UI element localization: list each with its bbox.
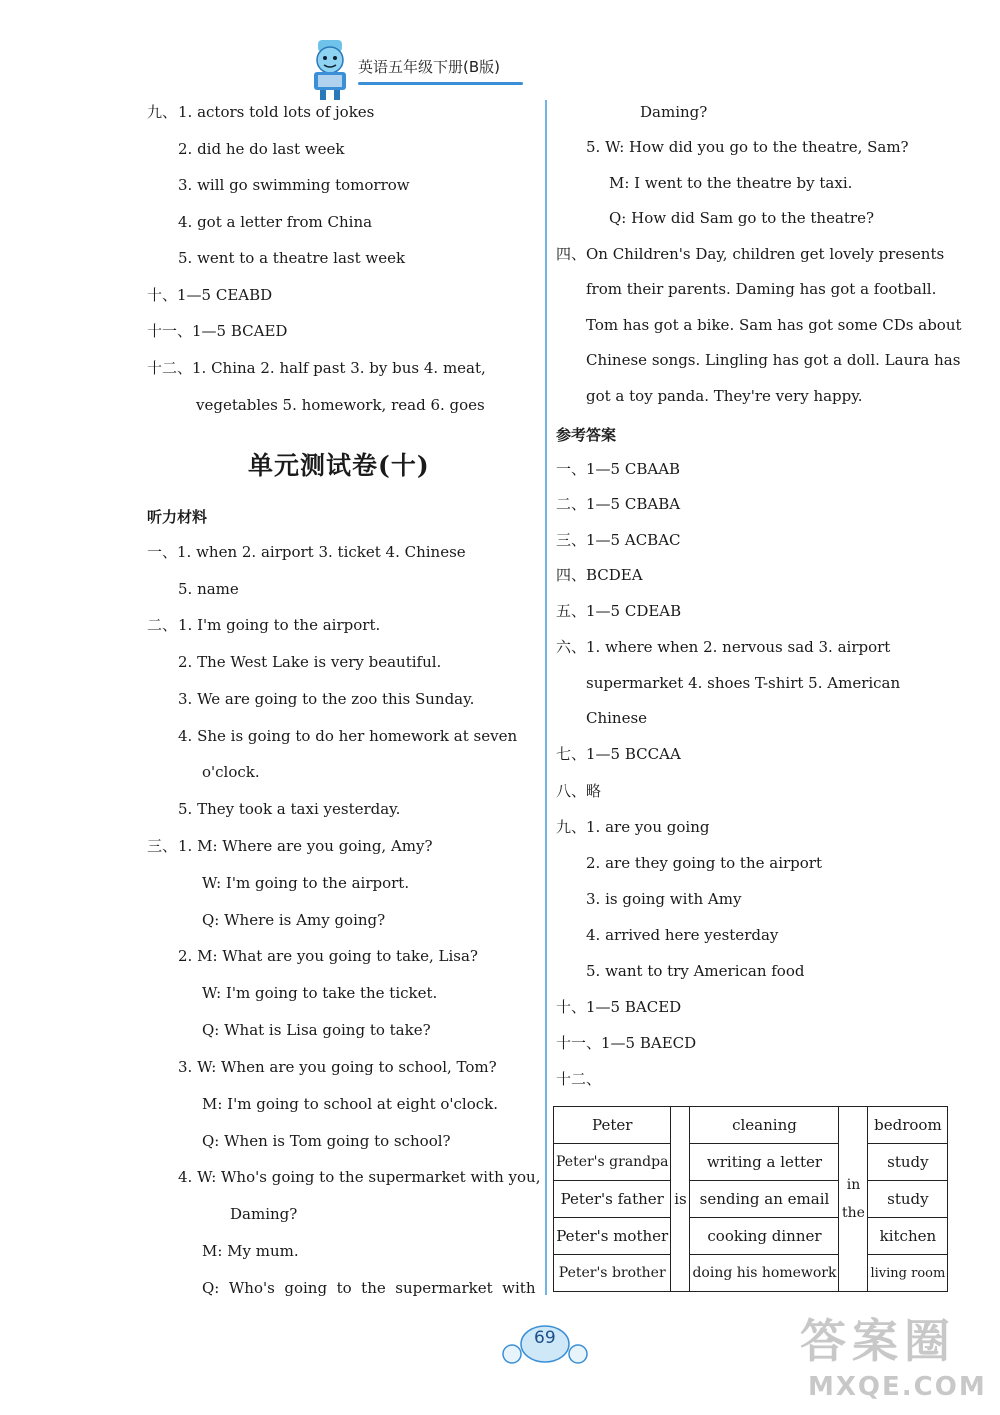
table-cell: Peter's father xyxy=(554,1181,671,1218)
table-cell: doing his homework xyxy=(690,1255,839,1292)
dialog-line: Q: Who's going to the supermarket with xyxy=(202,1279,536,1297)
dialog-line: M: My mum. xyxy=(202,1242,299,1260)
table-row xyxy=(554,1218,948,1255)
list-item: 2. The West Lake is very beautiful. xyxy=(178,653,442,671)
answer-line: 十一、1—5 BAECD xyxy=(556,1034,697,1052)
dialog-line: W: I'm going to take the ticket. xyxy=(202,984,438,1002)
dialog-line: 4. W: Who's going to the supermarket with you, xyxy=(178,1168,541,1186)
mascot-icon xyxy=(308,38,352,102)
paragraph-line: Chinese songs. Lingling has got a doll. Laura has xyxy=(586,351,961,369)
dialog-line: M: I went to the theatre by taxi. xyxy=(609,174,853,192)
table-cell: Peter's grandpa xyxy=(554,1144,671,1181)
table-cell-in-the: in the xyxy=(839,1107,868,1292)
dialog-line: M: I'm going to school at eight o'clock. xyxy=(202,1095,499,1113)
dialog-line: 5. W: How did you go to the theatre, Sam? xyxy=(586,138,909,156)
table-cell: bedroom xyxy=(868,1107,948,1144)
list-item: 2. are they going to the airport xyxy=(586,854,823,872)
answers-heading: 参考答案 xyxy=(556,426,617,444)
table-cell: cleaning xyxy=(690,1107,839,1144)
answer-line: 八、略 xyxy=(556,782,602,800)
answer-line: 十二、1. China 2. half past 3. by bus 4. meat, xyxy=(147,359,486,377)
answer-line: 十一、1—5 BCAED xyxy=(147,322,288,340)
book-title: 英语五年级下册(B版) xyxy=(358,58,500,76)
answer-line: 三、1—5 ACBAC xyxy=(556,531,681,549)
table-cell: writing a letter xyxy=(690,1144,839,1181)
table-cell: Peter's brother xyxy=(554,1255,671,1292)
answer-line: 二、1—5 CBABA xyxy=(556,495,681,513)
list-item: 5. They took a taxi yesterday. xyxy=(178,800,401,818)
dialog-line: 2. M: What are you going to take, Lisa? xyxy=(178,947,478,965)
paragraph-line: got a toy panda. They're very happy. xyxy=(586,387,863,405)
list-item: 3. We are going to the zoo this Sunday. xyxy=(178,690,475,708)
dialog-line: 1. M: Where are you going, Amy? xyxy=(178,837,433,855)
answer-line: Chinese xyxy=(586,709,648,727)
header-underline xyxy=(358,82,523,85)
dialog-line: Q: Where is Amy going? xyxy=(202,911,386,929)
table-cell: study xyxy=(868,1181,948,1218)
answer-line: 一、1. when 2. airport 3. ticket 4. Chinese xyxy=(147,543,466,561)
answer-line: 七、1—5 BCCAA xyxy=(556,745,681,763)
watermark-url: MXQE.COM xyxy=(808,1372,987,1402)
list-item: 5. want to try American food xyxy=(586,962,805,980)
list-item: 5. went to a theatre last week xyxy=(178,249,406,267)
list-item: 2. did he do last week xyxy=(178,140,345,158)
answer-line: 六、1. where when 2. nervous sad 3. airport xyxy=(556,638,891,656)
dialog-line: Q: When is Tom going to school? xyxy=(202,1132,451,1150)
paragraph-line: On Children's Day, children get lovely presents xyxy=(586,245,945,263)
table-row xyxy=(554,1144,948,1181)
answer-line: 五、1—5 CDEAB xyxy=(556,602,682,620)
table-cell: cooking dinner xyxy=(690,1218,839,1255)
list-item: 4. She is going to do her homework at seven xyxy=(178,727,518,745)
section-title: 单元测试卷(十) xyxy=(248,451,430,480)
list-item: o'clock. xyxy=(202,763,260,781)
answer-line: 四、BCDEA xyxy=(556,566,643,584)
answer-line: 十二、 xyxy=(556,1070,602,1088)
paragraph-line: Tom has got a bike. Sam has got some CDs about xyxy=(586,316,962,334)
list-item: 3. is going with Amy xyxy=(586,890,742,908)
column-divider xyxy=(545,100,547,1295)
paragraph-line: from their parents. Daming has got a football. xyxy=(586,280,937,298)
section-nine-label: 九、 xyxy=(147,103,178,121)
table-cell: Peter's mother xyxy=(554,1218,671,1255)
table-cell: kitchen xyxy=(868,1218,948,1255)
dialog-line: Q: How did Sam go to the theatre? xyxy=(609,209,875,227)
table-cell: Peter xyxy=(554,1107,671,1144)
list-item: 1. are you going xyxy=(586,818,710,836)
dialog-line: Daming? xyxy=(230,1205,298,1223)
answer-line: 5. name xyxy=(178,580,239,598)
dialog-line: Q: What is Lisa going to take? xyxy=(202,1021,431,1039)
answer-line: 一、1—5 CBAAB xyxy=(556,460,681,478)
dialog-line: Daming? xyxy=(640,103,708,121)
section-three-label: 三、 xyxy=(147,837,178,855)
watermark-logo: 答案圈 xyxy=(800,1314,956,1368)
section-nine-label: 九、 xyxy=(556,818,587,836)
table-cell: sending an email xyxy=(690,1181,839,1218)
list-item: 4. arrived here yesterday xyxy=(586,926,779,944)
section-four-label: 四、 xyxy=(556,245,587,263)
section-two-label: 二、 xyxy=(147,616,178,634)
listening-heading: 听力材料 xyxy=(147,508,208,526)
list-item: 4. got a letter from China xyxy=(178,213,373,231)
answer-table xyxy=(553,1106,948,1292)
dialog-line: W: I'm going to the airport. xyxy=(202,874,410,892)
table-cell-is: is xyxy=(671,1107,690,1292)
table-cell: study xyxy=(868,1144,948,1181)
table-row xyxy=(554,1255,948,1292)
dialog-line: 3. W: When are you going to school, Tom? xyxy=(178,1058,497,1076)
answer-line: 十、1—5 BACED xyxy=(556,998,682,1016)
list-item: 1. actors told lots of jokes xyxy=(178,103,375,121)
list-item: 1. I'm going to the airport. xyxy=(178,616,381,634)
table-row xyxy=(554,1107,948,1144)
table-row xyxy=(554,1181,948,1218)
page-number: 69 xyxy=(534,1328,556,1348)
page-header xyxy=(300,36,530,108)
answer-line: vegetables 5. homework, read 6. goes xyxy=(196,396,485,414)
table-cell: living room xyxy=(868,1255,948,1292)
answer-line: supermarket 4. shoes T-shirt 5. American xyxy=(586,674,901,692)
answer-line: 十、1—5 CEABD xyxy=(147,286,273,304)
list-item: 3. will go swimming tomorrow xyxy=(178,176,410,194)
